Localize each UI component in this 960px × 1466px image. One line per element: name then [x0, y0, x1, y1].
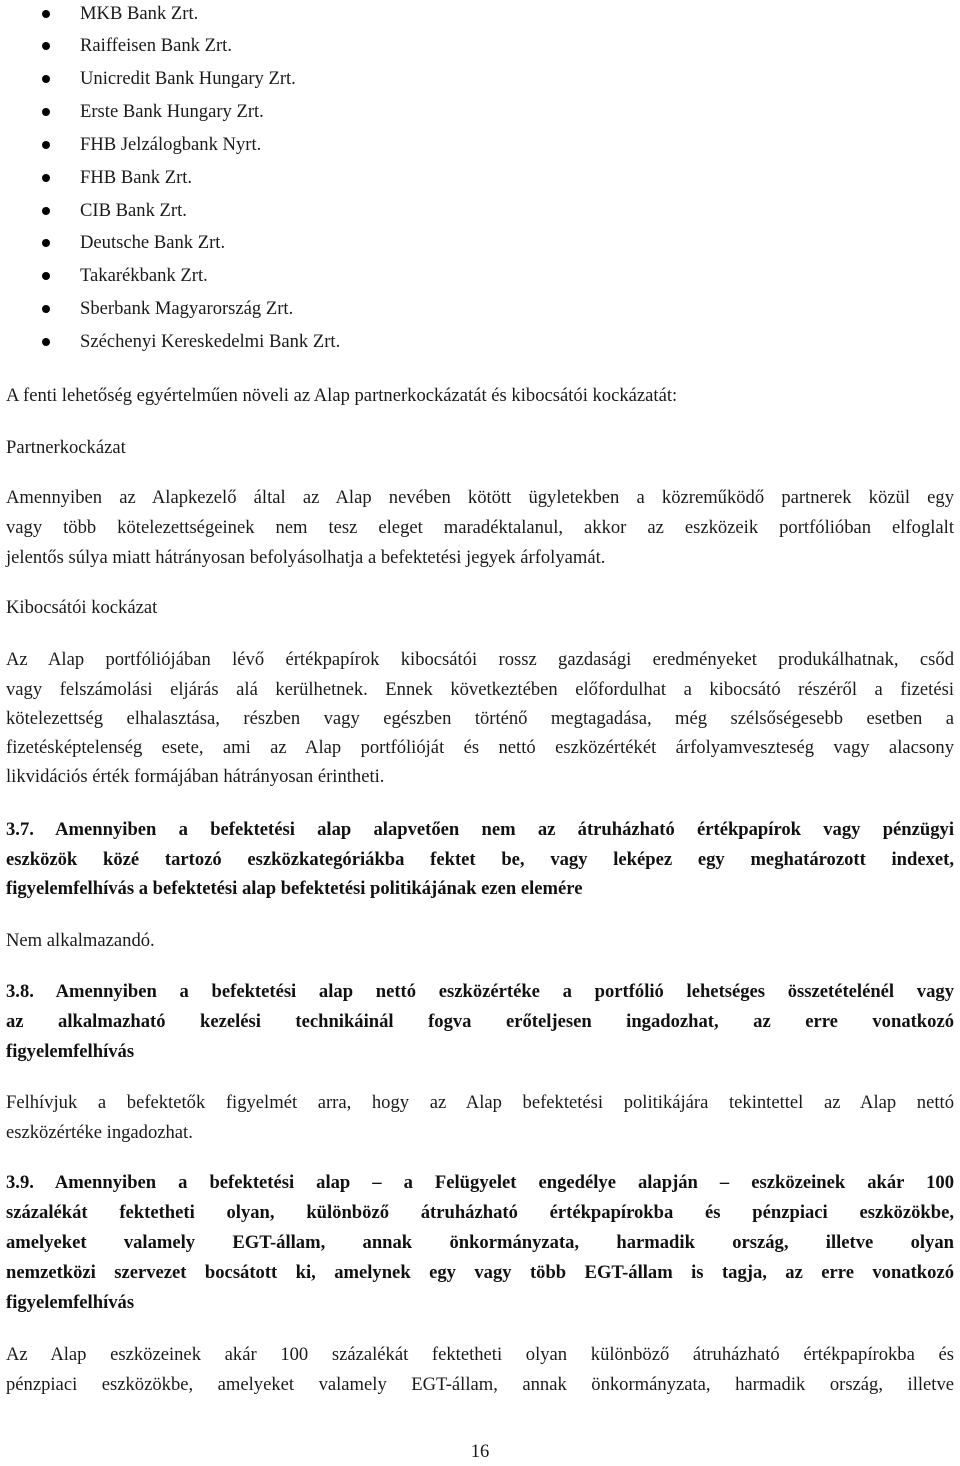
section-3-8-heading: figyelemfelhívás [6, 1041, 135, 1062]
bullet-icon [42, 305, 50, 313]
section-3-9-heading: százalékát fektetheti olyan, különböző átruházható értékpapírokba és pénzpiaci eszközökbe, [6, 1202, 954, 1223]
issuer-risk-line: vagy felszámolási eljárás alá kerülhetnek. Ennek következtében előfordulhat a kibocsátó részéről a fizetési [6, 679, 954, 700]
partner-risk-line: jelentős súlya miatt hátrányosan befolyásolhatja a befektetési jegyek árfolyamát. [6, 547, 606, 568]
bullet-icon [42, 207, 50, 215]
bullet-icon [42, 272, 50, 280]
document-page: MKB Bank Zrt. Raiffeisen Bank Zrt. Unicredit Bank Hungary Zrt. Erste Bank Hungary Zrt. FHB Jelzálogbank Nyrt. FHB Bank Zrt. CIB Bank Zrt. Deutsche Bank Zrt. Takarékbank Zrt. Sberbank Magyarország Zrt. Széchenyi Kereskedelmi Bank Zrt. A fenti lehetőség egyértelműen növeli az Alap partnerkockázatát és kibocsátói kockázatát: Partnerkockázat Amennyiben az Alapkezelő által az Alap nevében kötött ügyletekben a közreműködő partnerek közül egy vagy több kötelezettségeinek nem tesz eleget maradéktalanul, akkor az eszközeik portfólióban elfoglalt jelentős súlya miatt hátrányosan befolyásolhatja a befektetési jegyek árfolyamát. Kibocsátói kockázat Az Alap portfóliójában lévő értékpapírok kibocsátói rossz gazdasági eredményeket produkálhatnak, csőd vagy felszámolási eljárás alá kerülhetnek. Ennek következtében előfordulhat a kibocsátó részéről a fizetési kötelezettség elhalasztása, részben vagy egészben történő megtagadása, még szélsőségesebb esetben a fizetésképtelenség esete, ami az Alap portfólióját és nettó eszközértékét árfolyamveszteség vagy alacsony likvidációs érték formájában hátrányosan érintheti. 3.7. Amennyiben a befektetési alap alapvetően nem az átruházható értékpapírok vagy pénzügyi eszközök közé tartozó eszközkategóriákba fektet be, vagy leképez egy meghatározott indexet, figyelemfelhívás a befektetési alap befektetési politikájának ezen elemére Nem alkalmazandó. 3.8. Amennyiben a befektetési alap nettó eszközértéke a portfólió lehetséges összetételénél vagy az alkalmazható kezelési technikáinál fogva erőteljesen ingadozhat, az erre vonatkozó figyelemfelhívás Felhívjuk a befektetők figyelmét arra, hogy az Alap befektetési politikájára tekintettel az Alap nettó eszközértéke ingadozhat. 3.9. Amennyiben a befektetési alap – a Felügyelet engedélye alapján – eszközeinek akár 100 százalékát fektetheti olyan, különböző átruházható értékpapírokba és pénzpiaci eszközökbe, amelyeket valamely EGT-állam, annak önkormányzata, harmadik ország, illetve olyan nemzetközi szervezet bocsátott ki, amelynek egy vagy több EGT-állam is tagja, az erre vonatkozó figyelemfelhívás Az Alap eszközeinek akár 100 százalékát fektetheti olyan különböző átruházható értékpapírokba és pénzpiaci eszközökbe, amelyeket valamely EGT-állam, annak önkormányzata, harmadik ország, illetve 16 [0, 0, 960, 1460]
issuer-risk-line: likvidációs érték formájában hátrányosan érintheti. [6, 766, 385, 787]
section-3-7-heading: eszközök közé tartozó eszközkategóriákba fektet be, vagy leképez egy meghatározott indexet, [6, 849, 954, 870]
section-3-9-body: Az Alap eszközeinek akár 100 százalékát fektetheti olyan különböző átruházható értékpapírokba és [6, 1344, 954, 1365]
bullet-icon [42, 75, 50, 83]
bullet-icon [42, 239, 50, 247]
bullet-icon [42, 141, 50, 149]
partner-risk-heading: Partnerkockázat [6, 437, 126, 458]
section-3-9-heading: amelyeket valamely EGT-állam, annak önkormányzata, harmadik ország, illetve olyan [6, 1232, 954, 1253]
issuer-risk-line: Az Alap portfóliójában lévő értékpapírok kibocsátói rossz gazdasági eredményeket produkálhatnak, csőd [6, 649, 954, 670]
issuer-risk-line: fizetésképtelenség esete, ami az Alap portfólióját és nettó eszközértékét árfolyamveszteség vagy alacsony [6, 737, 954, 758]
section-3-7-heading: 3.7. Amennyiben a befektetési alap alapvetően nem az átruházható értékpapírok vagy pénzügyi [6, 819, 954, 840]
section-3-9-heading: figyelemfelhívás [6, 1292, 135, 1313]
bullet-icon [42, 108, 50, 116]
issuer-risk-line: kötelezettség elhalasztása, részben vagy egészben történő megtagadása, még szélsőségesebb esetben a [6, 708, 954, 729]
bullet-icon [42, 42, 50, 50]
section-3-7-body: Nem alkalmazandó. [6, 930, 155, 951]
page-number: 16 [470, 1441, 490, 1462]
intro-paragraph: A fenti lehetőség egyértelműen növeli az Alap partnerkockázatát és kibocsátói kockázatát: [6, 385, 678, 406]
section-3-9-body: pénzpiaci eszközökbe, amelyeket valamely EGT-állam, annak önkormányzata, harmadik ország, illetve [6, 1374, 954, 1395]
bullet-icon [42, 338, 50, 346]
section-3-8-heading: 3.8. Amennyiben a befektetési alap nettó eszközértéke a portfólió lehetséges összetételénél vagy [6, 981, 954, 1002]
issuer-risk-heading: Kibocsátói kockázat [6, 597, 158, 618]
section-3-7-heading: figyelemfelhívás a befektetési alap befektetési politikájának ezen elemére [6, 878, 583, 899]
partner-risk-line: vagy több kötelezettségeinek nem tesz eleget maradéktalanul, akkor az eszközeik portfólióban elfoglalt [6, 517, 954, 538]
bullet-icon [42, 10, 50, 18]
section-3-8-body: Felhívjuk a befektetők figyelmét arra, hogy az Alap befektetési politikájára tekintettel az Alap nettó [6, 1092, 954, 1113]
section-3-9-heading: nemzetközi szervezet bocsátott ki, amelynek egy vagy több EGT-állam is tagja, az erre vonatkozó [6, 1262, 954, 1283]
section-3-8-body: eszközértéke ingadozhat. [6, 1122, 193, 1143]
section-3-8-heading: az alkalmazható kezelési technikáinál fogva erőteljesen ingadozhat, az erre vonatkozó [6, 1011, 954, 1032]
section-3-9-heading: 3.9. Amennyiben a befektetési alap – a Felügyelet engedélye alapján – eszközeinek akár 100 [6, 1172, 954, 1193]
bullet-icon [42, 174, 50, 182]
partner-risk-line: Amennyiben az Alapkezelő által az Alap nevében kötött ügyletekben a közreműködő partnerek közül egy [6, 487, 954, 508]
